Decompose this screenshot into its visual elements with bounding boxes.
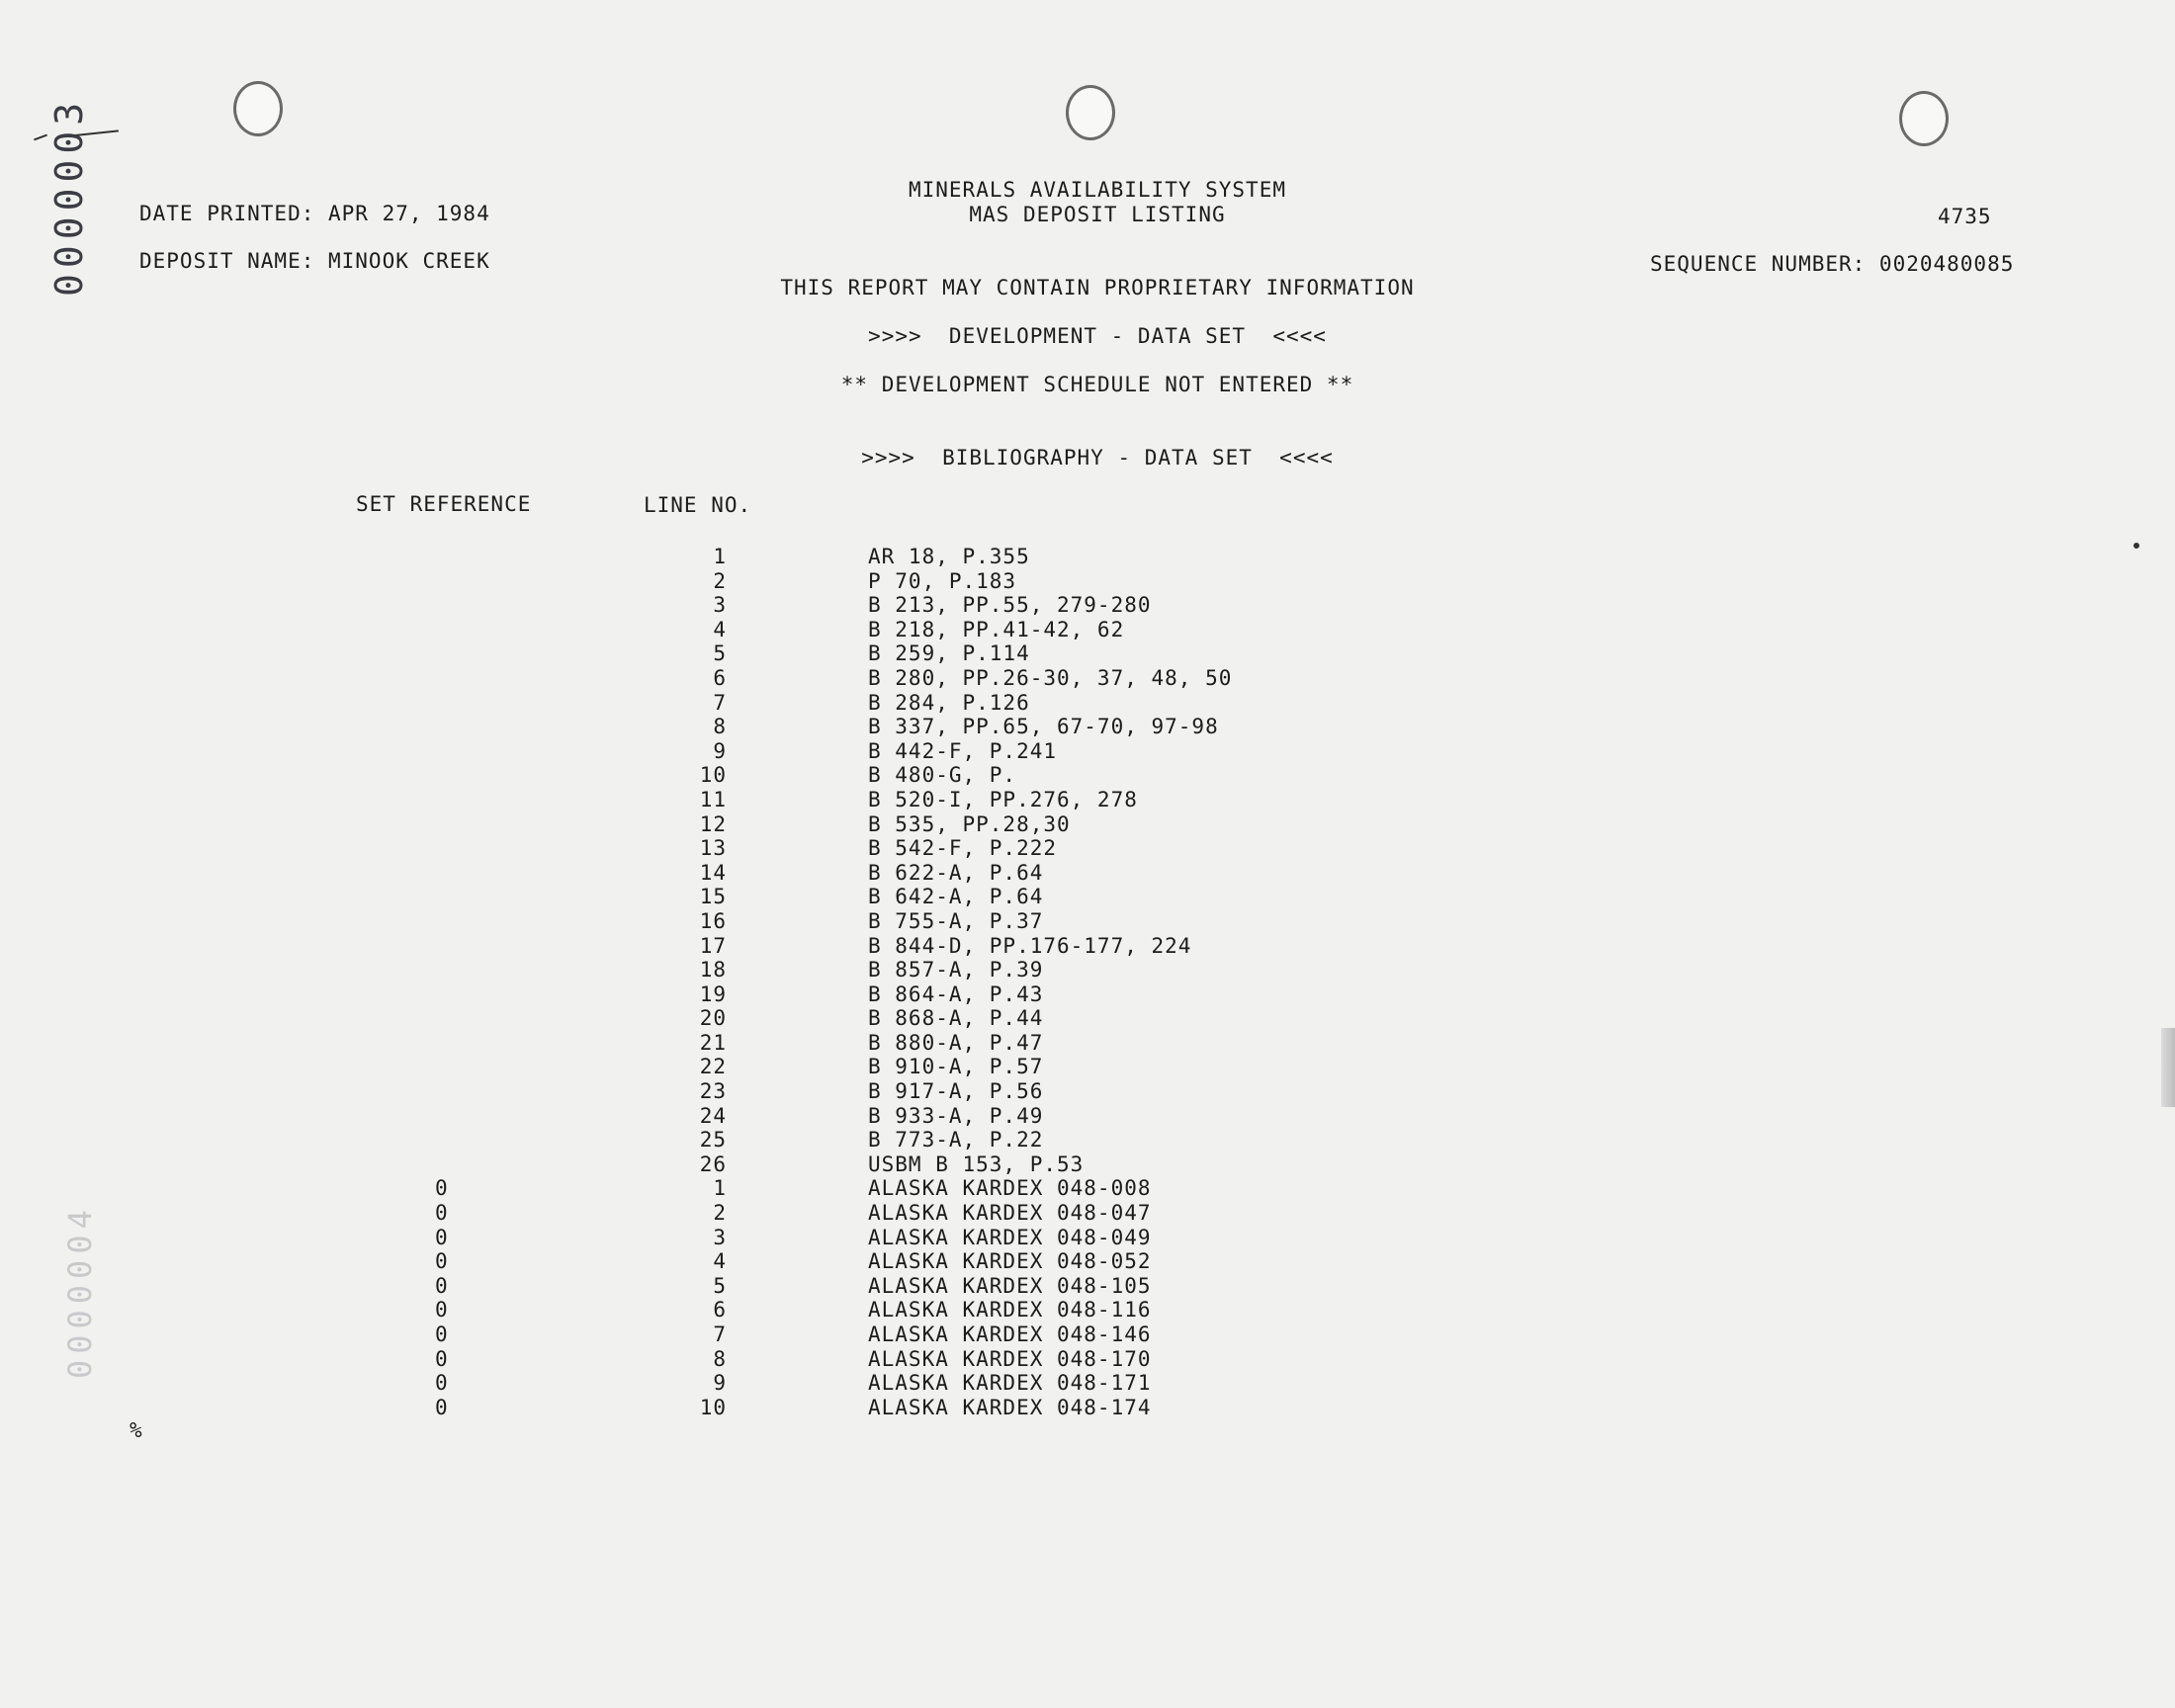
dot-mark [2133, 543, 2139, 549]
reference-cell: ALASKA KARDEX 048-047 [868, 1201, 1152, 1226]
table-row [0, 1153, 2175, 1177]
table-row [0, 1006, 2175, 1031]
proprietary-notice: THIS REPORT MAY CONTAIN PROPRIETARY INFORMATION [780, 276, 1415, 299]
table-row [0, 836, 2175, 861]
table-row [0, 593, 2175, 618]
reference-cell: B 520-I, PP.276, 278 [868, 787, 1138, 811]
table-row [0, 739, 2175, 764]
line-number-cell: 23 [699, 1079, 727, 1104]
line-number-cell: 5 [713, 1273, 727, 1298]
set-reference-cell: 0 [435, 1298, 449, 1323]
line-number-cell: 26 [699, 1152, 727, 1176]
table-row [0, 1031, 2175, 1056]
set-reference-cell: 0 [435, 1249, 449, 1274]
line-number-cell: 9 [713, 1371, 727, 1396]
reference-cell: USBM B 153, P.53 [868, 1152, 1085, 1176]
line-number-cell: 15 [699, 885, 727, 909]
table-row [0, 1371, 2175, 1396]
table-row [0, 691, 2175, 716]
reference-cell: ALASKA KARDEX 048-116 [868, 1298, 1152, 1323]
set-reference-cell: 0 [435, 1273, 449, 1298]
table-row [0, 763, 2175, 788]
line-number-cell: 6 [713, 665, 727, 690]
reference-cell: AR 18, P.355 [868, 545, 1030, 568]
reference-cell: B 622-A, P.64 [868, 860, 1044, 885]
table-row [0, 885, 2175, 909]
line-number-cell: 3 [713, 593, 727, 618]
set-reference-cell: 0 [435, 1323, 449, 1346]
table-row [0, 812, 2175, 837]
line-number-cell: 2 [713, 568, 727, 593]
line-number-cell: 13 [699, 836, 727, 861]
reference-cell: B 844-D, PP.176-177, 224 [868, 933, 1192, 958]
reference-cell: B 880-A, P.47 [868, 1030, 1044, 1055]
reference-cell: B 218, PP.41-42, 62 [868, 617, 1125, 641]
table-row [0, 569, 2175, 594]
reference-cell: B 755-A, P.37 [868, 908, 1044, 933]
reference-cell: B 442-F, P.241 [868, 738, 1058, 763]
set-reference-cell: 0 [435, 1346, 449, 1371]
listing-title: MAS DEPOSIT LISTING [969, 203, 1226, 226]
reference-cell: B 535, PP.28,30 [868, 811, 1071, 836]
table-row [0, 1249, 2175, 1274]
table-row [0, 715, 2175, 739]
line-number-cell: 6 [713, 1298, 727, 1323]
line-number-cell: 25 [699, 1128, 727, 1153]
reference-cell: B 259, P.114 [868, 641, 1030, 666]
line-number-cell: 8 [713, 715, 727, 739]
line-number-cell: 16 [699, 908, 727, 933]
line-number-cell: 17 [699, 933, 727, 958]
line-number-cell: 10 [699, 1395, 727, 1419]
line-number-cell: 14 [699, 860, 727, 885]
table-row [0, 982, 2175, 1007]
line-number-cell: 2 [713, 1201, 727, 1226]
table-row [0, 861, 2175, 886]
table-row [0, 1176, 2175, 1201]
line-number-cell: 1 [713, 545, 727, 568]
line-number-cell: 19 [699, 982, 727, 1006]
reference-cell: P 70, P.183 [868, 568, 1017, 593]
deposit-name: DEPOSIT NAME: MINOOK CREEK [139, 249, 490, 273]
punch-hole-center [1066, 85, 1115, 140]
table-row [0, 1079, 2175, 1104]
reference-cell: ALASKA KARDEX 048-049 [868, 1225, 1152, 1249]
table-row [0, 666, 2175, 691]
reference-cell: ALASKA KARDEX 048-052 [868, 1249, 1152, 1274]
table-row [0, 545, 2175, 569]
line-number-cell: 5 [713, 641, 727, 666]
table-row [0, 1274, 2175, 1299]
table-row [0, 618, 2175, 642]
page-number: 4735 [1938, 205, 1992, 228]
pen-mark [34, 134, 47, 141]
set-reference-cell: 0 [435, 1176, 449, 1201]
reference-cell: ALASKA KARDEX 048-105 [868, 1273, 1152, 1298]
table-row [0, 1347, 2175, 1372]
reference-cell: B 868-A, P.44 [868, 1006, 1044, 1031]
column-header-line-no: LINE NO. [644, 493, 752, 517]
side-stamp-number: 0000003 [47, 96, 91, 297]
set-reference-cell: 0 [435, 1201, 449, 1226]
line-number-cell: 3 [713, 1225, 727, 1249]
reference-cell: ALASKA KARDEX 048-171 [868, 1371, 1152, 1396]
line-number-cell: 12 [699, 811, 727, 836]
reference-cell: B 864-A, P.43 [868, 982, 1044, 1006]
bibliography-list [0, 545, 2175, 1419]
table-row [0, 934, 2175, 959]
development-note: ** DEVELOPMENT SCHEDULE NOT ENTERED ** [840, 373, 1354, 396]
development-heading: >>>> DEVELOPMENT - DATA SET <<<< [868, 324, 1327, 348]
table-row [0, 958, 2175, 982]
reference-cell: B 857-A, P.39 [868, 958, 1044, 982]
side-stamp-number-faint: 0000004 [61, 1204, 99, 1379]
table-row [0, 1104, 2175, 1129]
reference-cell: B 542-F, P.222 [868, 836, 1058, 861]
table-row [0, 1396, 2175, 1420]
line-number-cell: 22 [699, 1055, 727, 1079]
reference-cell: B 280, PP.26-30, 37, 48, 50 [868, 665, 1233, 690]
set-reference-cell: 0 [435, 1395, 449, 1419]
reference-cell: ALASKA KARDEX 048-146 [868, 1323, 1152, 1346]
system-title: MINERALS AVAILABILITY SYSTEM [908, 178, 1286, 202]
line-number-cell: 7 [713, 1323, 727, 1346]
reference-cell: B 213, PP.55, 279-280 [868, 593, 1152, 618]
table-row [0, 1055, 2175, 1079]
set-reference-cell: 0 [435, 1371, 449, 1396]
punch-hole-right [1899, 91, 1949, 146]
reference-cell: B 773-A, P.22 [868, 1128, 1044, 1153]
table-row [0, 1201, 2175, 1226]
line-number-cell: 24 [699, 1103, 727, 1128]
line-number-cell: 9 [713, 738, 727, 763]
table-row [0, 1226, 2175, 1250]
column-header-set-reference: SET REFERENCE [356, 492, 532, 516]
reference-cell: B 642-A, P.64 [868, 885, 1044, 909]
line-number-cell: 21 [699, 1030, 727, 1055]
footer-mark: % [130, 1418, 143, 1442]
table-row [0, 788, 2175, 812]
line-number-cell: 11 [699, 787, 727, 811]
line-number-cell: 1 [713, 1176, 727, 1201]
table-row [0, 1323, 2175, 1347]
line-number-cell: 20 [699, 1006, 727, 1031]
table-row [0, 1298, 2175, 1323]
reference-cell: ALASKA KARDEX 048-174 [868, 1395, 1152, 1419]
table-row [0, 641, 2175, 666]
date-printed: DATE PRINTED: APR 27, 1984 [139, 202, 490, 225]
line-number-cell: 7 [713, 690, 727, 715]
bibliography-heading: >>>> BIBLIOGRAPHY - DATA SET <<<< [861, 446, 1334, 470]
punch-hole-left [233, 81, 283, 136]
reference-cell: B 284, P.126 [868, 690, 1030, 715]
line-number-cell: 10 [699, 763, 727, 788]
reference-cell: B 337, PP.65, 67-70, 97-98 [868, 715, 1219, 739]
line-number-cell: 4 [713, 617, 727, 641]
sequence-number: SEQUENCE NUMBER: 0020480085 [1650, 252, 2015, 276]
reference-cell: ALASKA KARDEX 048-008 [868, 1176, 1152, 1201]
reference-cell: ALASKA KARDEX 048-170 [868, 1346, 1152, 1371]
line-number-cell: 18 [699, 958, 727, 982]
line-number-cell: 8 [713, 1346, 727, 1371]
reference-cell: B 933-A, P.49 [868, 1103, 1044, 1128]
reference-cell: B 480-G, P. [868, 763, 1017, 788]
line-number-cell: 4 [713, 1249, 727, 1274]
table-row [0, 1128, 2175, 1153]
reference-cell: B 910-A, P.57 [868, 1055, 1044, 1079]
table-row [0, 909, 2175, 934]
reference-cell: B 917-A, P.56 [868, 1079, 1044, 1104]
set-reference-cell: 0 [435, 1225, 449, 1249]
